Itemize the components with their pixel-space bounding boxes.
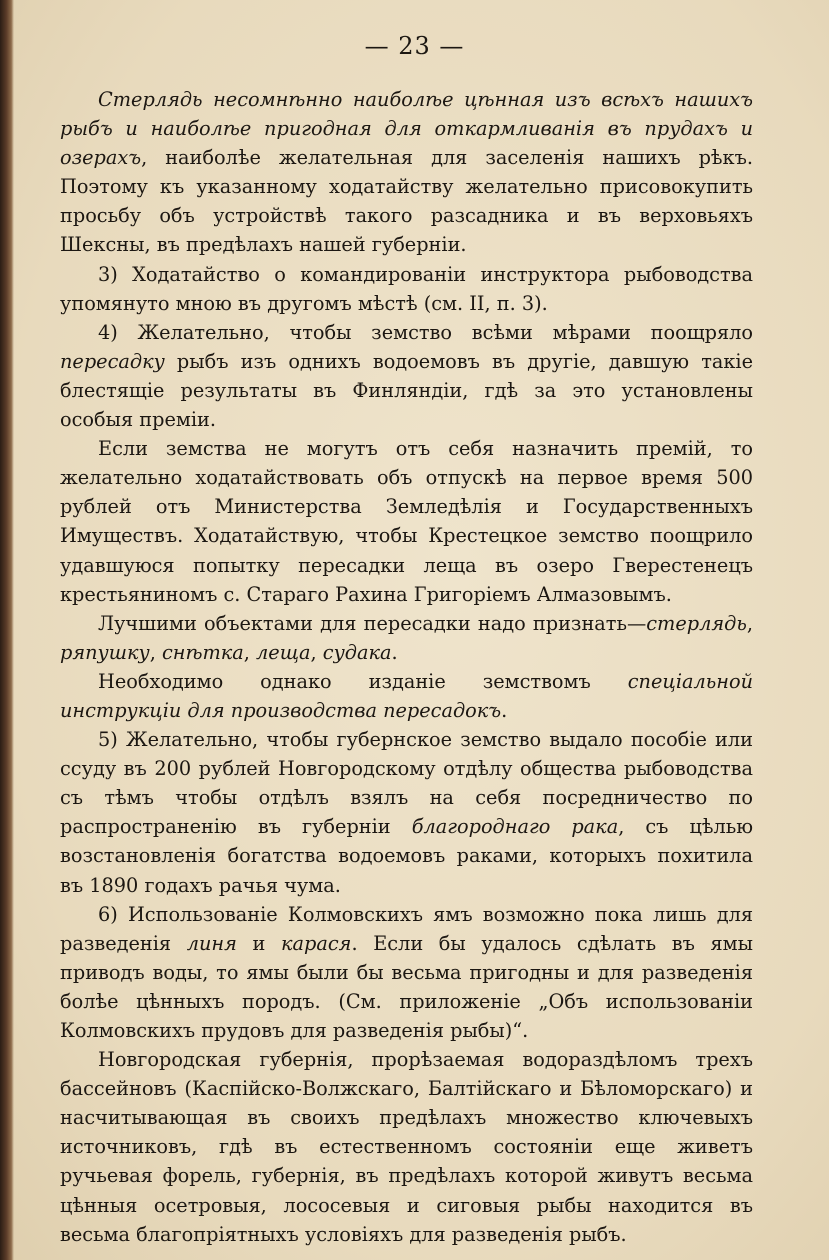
italic-text: спеціальной инструкціи для производства пересадокъ: [60, 669, 753, 722]
italic-text: стерлядь: [646, 611, 747, 635]
book-spine-shadow: [0, 0, 14, 1260]
paragraph: [60, 900, 753, 1045]
text-run: , съ цѣлью возстановленія богатства водоемовъ раками, которыхъ похитила въ 1890 годахъ рачья чума.: [60, 815, 754, 897]
italic-text: карася: [281, 931, 352, 955]
paragraph: [60, 85, 753, 260]
paragraph: [60, 667, 753, 725]
text-run: .: [391, 640, 398, 664]
italic-text: пересадку: [60, 349, 165, 373]
text-run: и: [236, 931, 282, 955]
body-text: [60, 85, 753, 1249]
text-run: 4) Желательно, чтобы земство всѣми мѣрами поощряло: [98, 320, 753, 344]
text-run: .: [501, 698, 508, 722]
text-run: , наиболѣе желательная для заселенія нашихъ рѣкъ. Поэтому къ указанному ходатайству желательно присовокупить просьбу объ устройствѣ такого разсадника и въ верховьяхъ Шексны, въ предѣлахъ нашей губерніи.: [60, 146, 753, 257]
text-run: Необходимо однако изданіе земствомъ: [98, 669, 628, 693]
text-run: ,: [310, 640, 323, 664]
italic-text: судака: [322, 640, 392, 664]
italic-text: благороднаго рака: [411, 815, 619, 839]
text-run: рыбъ изъ однихъ водоемовъ въ другіе, давшую такіе блестящіе результаты въ Финляндіи, гдѣ за это установлены особыя преміи.: [60, 349, 753, 432]
text-run: Новгородская губернія, прорѣзаемая водораздѣломъ трехъ бассейновъ (Каспійско-Волжскаго, Балтійскаго и Бѣломорскаго) и насчитывающая въ своихъ предѣлахъ множество ключевыхъ источниковъ, гдѣ въ естественномъ состояніи еще живетъ ручьевая форель, губернія, въ предѣлахъ которой живутъ весьма цѣнныя осетровыя, лососевыя и сиговыя рыбы находится въ весьма благопріятныхъ условіяхъ для разведенія рыбъ.: [60, 1048, 753, 1246]
italic-text: леща: [256, 640, 311, 664]
page-number: — 23 —: [364, 32, 465, 60]
text-run: 5) Желательно, чтобы губернское земство выдало пособіе или ссуду въ 200 рублей Новгородскому отдѣлу общества рыбоводства съ тѣмъ чтобы отдѣлъ взялъ на себя посредничество по распространенію въ губерніи: [60, 728, 753, 839]
text-run: 6) Использованіе Колмовскихъ ямъ возможно пока лишь для разведенія: [60, 902, 753, 955]
text-run: Если земства не могутъ отъ себя назначить премій, то желательно ходатайствовать объ отпускѣ на первое время 500 рублей отъ Министерства Земледѣлія и Государственныхъ Имуществъ. Ходатайствую, чтобы Крестецкое земство поощрило удавшуюся попытку пересадки леща въ озеро Гверестенецъ крестьяниномъ с. Стараго Рахина Григоріемъ Алмазовымъ.: [60, 437, 753, 606]
text-run: ,: [746, 611, 753, 635]
italic-text: Стерлядь несомнѣнно наиболѣе цѣнная изъ всѣхъ нашихъ рыбъ и наиболѣе пригодная для откармливанія въ прудахъ и озерахъ: [60, 88, 753, 170]
text-run: ,: [243, 640, 257, 664]
italic-text: ряпушку: [60, 640, 150, 664]
paragraph: [60, 260, 753, 318]
text-run: ,: [149, 640, 162, 664]
text-run: 3) Ходатайство о командированіи инструктора рыбоводства упомянуто мною въ другомъ мѣстѣ (см. II, п. 3).: [60, 262, 753, 315]
text-run: . Если бы удалось сдѣлать въ ямы приводъ воды, то ямы были бы весьма пригодны и для разведенія болѣе цѣнныхъ породъ. (См. приложеніе „Объ использованіи Колмовскихъ прудовъ для разведенія рыбы)“.: [60, 931, 753, 1042]
paragraph: [60, 434, 753, 609]
paragraph: [60, 609, 753, 667]
paragraph: [60, 1045, 753, 1249]
text-run: Лучшими объектами для пересадки надо признать—: [98, 611, 647, 635]
paragraph: [60, 725, 753, 900]
italic-text: линя: [186, 931, 237, 955]
italic-text: снѣтка: [161, 640, 244, 664]
paragraph: [60, 318, 753, 434]
